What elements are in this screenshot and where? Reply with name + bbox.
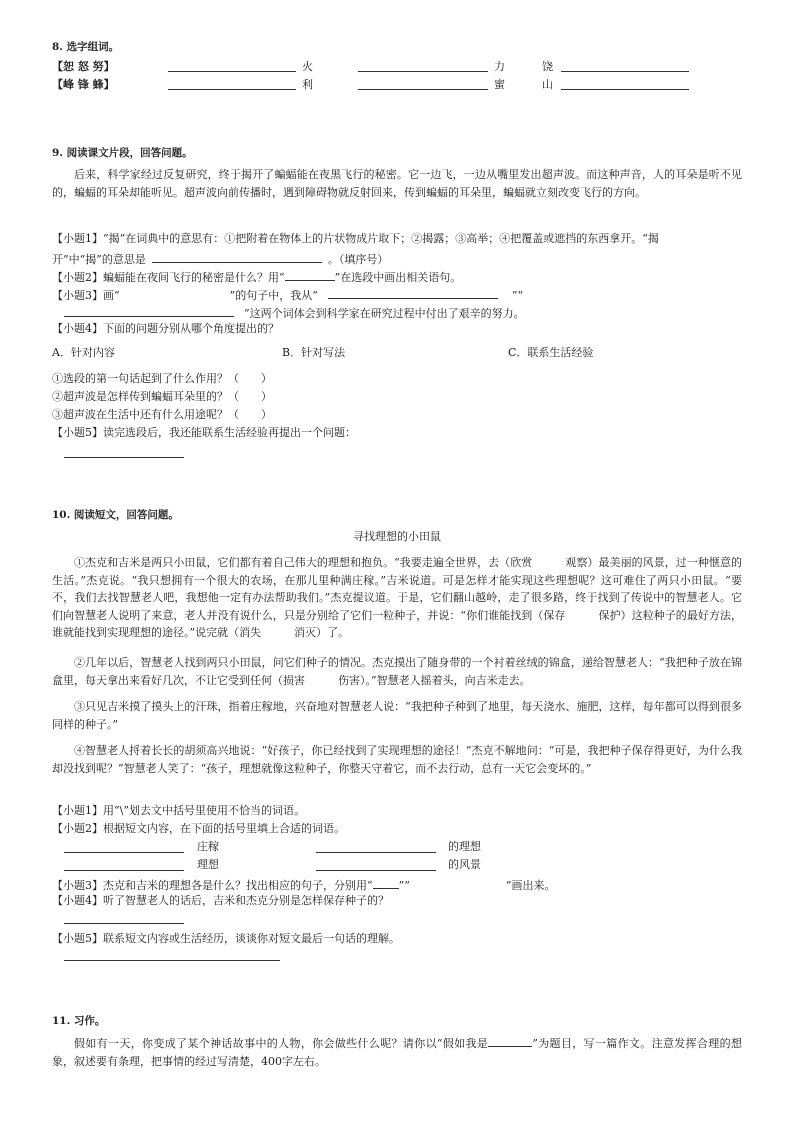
q9-sub3-blank-1[interactable] [328,286,498,299]
q9-sub1-text3: 。（填序号） [327,253,389,266]
q8-blank-5[interactable] [358,89,488,90]
q10-paragraph-3: ③只见吉米摸了摸头上的汗珠，指着庄稼地，兴奋地对智慧老人说：“我把种子种到了地里，每天浇水、施肥，这样，每年都可以得到很多同样的种子。” [52,700,742,731]
q9-sub2-text2: ”在选段中画出相关语句。 [334,271,462,284]
q8-blank-4[interactable] [168,89,296,90]
q10-sub2-text: 【小题2】根据短文内容，在下面的括号里填上合适的词语。 [52,822,345,835]
q10-sub4-answer-line[interactable] [64,923,184,924]
q11-title-blank[interactable] [488,1034,532,1047]
q11-prompt-text2: ”为题目，写一篇作文。注意发挥合理的想象，叙述要有条理，把事情的经过写清楚，400字左右。 [52,1037,742,1068]
q8-blank-1[interactable] [168,71,296,72]
q9-option-b: B．针对写法 [282,346,346,359]
q10-sub3-text2: ”“ [398,879,410,892]
q9-sub3-blank-2[interactable] [64,304,234,317]
q10-title: 10. 阅读短文，回答问题。 [52,509,179,521]
q10-fill-3: 理想 [197,858,219,871]
q9-sub3-text3: ”“ [511,289,524,302]
q8-row1-char1: 火 [302,60,313,73]
q8-row2-char3: 山 [542,78,553,91]
q9-sub4-text: 【小题4】下面的问题分别从哪个角度提出的？ [52,322,279,335]
q8-row2-char2: 蜜 [494,78,505,91]
q9-title: 9. 阅读课文片段，回答问题。 [52,147,193,159]
q8-title: 8. 选字组词。 [52,41,120,53]
q9-sub3-text: 【小题3】画“ [52,289,120,302]
q9-sub5-answer-line[interactable] [64,457,184,458]
q9-sub2-blank[interactable] [285,268,335,281]
q9-question-1[interactable]: ①选段的第一句话起到了什么作用？（ ） [52,372,272,385]
q9-sub3-text4: ”这两个词体会到科学家在研究过程中付出了艰辛的努力。 [244,307,525,320]
q10-story-title: 寻找理想的小田鼠 [353,530,441,543]
q10-sub3-text3: ”画出来。 [505,879,556,892]
q9-sub5-text: 【小题5】读完选段后，我还能联系生活经验再提出一个问题： [52,426,356,439]
q10-fill-2: 的理想 [448,840,481,853]
q9-option-a: A．针对内容 [52,346,115,359]
q8-row1-group: 【恕 怒 努】 [52,60,115,73]
q8-blank-6[interactable] [561,89,689,90]
q11-title: 11. 习作。 [52,1015,106,1027]
q10-fill-blank-3[interactable] [64,870,184,871]
q10-paragraph-4: ④智慧老人捋着长长的胡须高兴地说：“好孩子，你已经找到了实现理想的途径！”杰克不解地问：“可是，我把种子保存得更好，为什么我却没找到呢？”智慧老人笑了：“孩子，理想就像这粒种子，你整天守着它，而不去行动，总有一天它会变坏的。” [52,744,742,775]
q10-paragraph-2: ②几年以后，智慧老人找到两只小田鼠，问它们种子的情况。杰克摸出了随身带的一个衬着丝绒的锦盒，递给智慧老人：“我把种子放在锦盒里，每天拿出来看好几次，不让它受到任何（损害 伤害）。”智慧老人摇着头，向吉米走去。 [52,656,742,687]
q10-fill-blank-1[interactable] [64,852,184,853]
q10-fill-4: 的风景 [448,858,481,871]
q10-sub5-answer-line[interactable] [64,960,280,961]
q10-fill-1: 庄稼 [197,840,219,853]
q9-question-3[interactable]: ③超声波在生活中还有什么用途呢？（ ） [52,408,272,421]
q9-sub1-blank[interactable] [152,250,322,263]
q8-row1-char3: 饶 [542,60,553,73]
q9-option-c: C．联系生活经验 [508,346,594,359]
q10-sub3-text: 【小题3】杰克和吉米的理想各是什么？找出相应的句子，分别用“ [52,879,373,892]
q9-sub3-text2: ”的句子中，我从“ [229,289,318,302]
q9-sub1-text: 【小题1】“揭”在词典中的意思有：①把附着在物体上的片状物成片取下；②揭露；③高举；④把覆盖或遮挡的东西拿开。“揭 [52,232,659,245]
q11-prompt-text: 假如有一天，你变成了某个神话故事中的人物，你会做些什么呢？请你以“假如我是 [74,1037,489,1050]
q8-row1-char2: 力 [494,60,505,73]
q10-sub4-text: 【小题4】听了智慧老人的话后，吉米和杰克分别是怎样保存种子的？ [52,894,389,907]
q10-sub5-text: 【小题5】联系短文内容或生活经历，谈谈你对短文最后一句话的理解。 [52,932,400,945]
q10-paragraph-1: ①杰克和吉米是两只小田鼠，它们都有着自己伟大的理想和抱负。“我要走遍全世界，去（欣赏 观察）最美丽的风景，过一种惬意的生活。”杰克说。“我只想拥有一个很大的农场，在那儿里种满庄稼。”吉米说道。可是怎样才能实现这些理想呢？这可难住了两只小田鼠。“要不，我们去找智慧老人吧，我想他一定有办法帮助我们。”杰克提议道。于是，它们翻山越岭，走了很多路，终于找到了传说中的智慧老人。它们向智慧老人说明了来意，老人并没有说什么，只是分别给了它们一粒种子，并说：“你们谁能找到（保存 保护）这粒种子的最好方法，谁就能找到实现理想的途径。”说完就（消失 消灭）了。 [52,556,742,639]
q10-sub3-blank[interactable] [373,876,399,889]
q8-blank-2[interactable] [358,71,488,72]
q8-blank-3[interactable] [561,71,689,72]
q10-fill-blank-4[interactable] [316,870,436,871]
q11-prompt [52,1034,742,1070]
q9-sub1-text2: 开”中“揭”的意思是 [52,253,146,266]
q10-sub1-text: 【小题1】用“\”划去文中括号里使用不恰当的词语。 [52,804,305,817]
q9-sub2-text: 【小题2】蝙蝠能在夜间飞行的秘密是什么？用“ [52,271,285,284]
q10-fill-blank-2[interactable] [316,852,436,853]
q8-row2-char1: 利 [302,78,313,91]
q9-passage: 后来，科学家经过反复研究，终于揭开了蝙蝠能在夜黑飞行的秘密。它一边飞，一边从嘴里发出超声波。而这种声音，人的耳朵是听不见的，蝙蝠的耳朵却能听见。超声波向前传播时，遇到障碍物就反射回来，传到蝙蝠的耳朵里，蝙蝠就立刻改变飞行的方向。 [52,168,742,199]
q9-question-2[interactable]: ②超声波是怎样传到蝙蝠耳朵里的？（ ） [52,390,272,403]
q8-row2-group: 【峰 锋 蜂】 [52,78,115,91]
